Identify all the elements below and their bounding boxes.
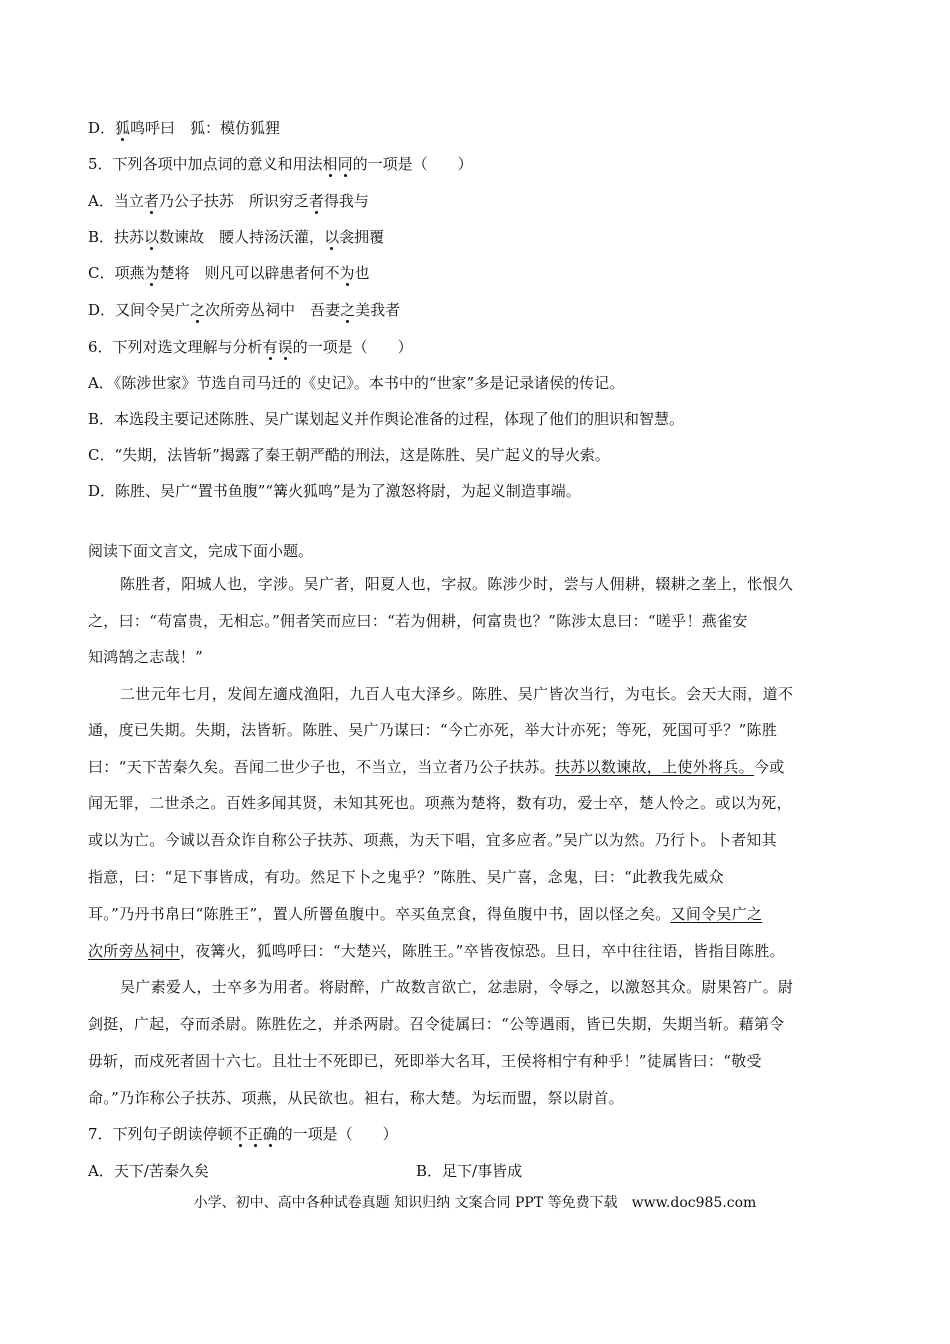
dotted-word: 者 xyxy=(308,192,324,210)
dotted-word: 以 xyxy=(144,228,160,246)
q6-option-c: C．“失期，法皆斩”揭露了秦王朝严酷的刑法，这是陈胜、吴广起义的导火索。 xyxy=(88,446,610,464)
option-text: 乃公子扶苏 所识穷乏 xyxy=(158,192,309,210)
stem-text: 的一项是（ ） xyxy=(352,155,473,173)
q5-option-a xyxy=(88,191,369,211)
passage-text: 耳。”乃丹书帛曰“陈胜王”，置人所罾鱼腹中。卒买鱼烹食，得鱼腹中书，固以怪之矣。 xyxy=(88,905,671,923)
dotted-word: 同 xyxy=(337,155,353,173)
page-footer: 小学、初中、高中各种试卷真题 知识归纳 文案合同 PPT 等免费下载 www.doc985.com xyxy=(193,1195,757,1211)
passage-line xyxy=(88,941,785,961)
dotted-word: 为 xyxy=(339,264,355,282)
passage-text: ，夜篝火，狐鸣呼曰：“大楚兴，陈胜王。”卒皆夜惊恐。旦日，卒中往往语，皆指目陈胜。 xyxy=(179,942,785,960)
passage-line: 通，度已失期。失期，法皆斩。陈胜、吴广乃谋曰：“今亡亦死，举大计亦死；等死，死国可乎？”陈胜 xyxy=(88,721,778,739)
stem-text: 7．下列句子朗读停顿 xyxy=(88,1125,233,1143)
dotted-word: 以 xyxy=(324,228,340,246)
q7-option-a: A．天下/苦秦久矣 xyxy=(88,1162,209,1180)
passage-line: 二世元年七月，发闾左適戍渔阳，九百人屯大泽乡。陈胜、吴广皆次当行，为屯长。会天大雨，道不 xyxy=(120,685,794,703)
q4-option-d xyxy=(88,118,280,138)
passage-line: 吴广素爱人，士卒多为用者。将尉醉，广故数言欲亡，忿恚尉，令辱之，以激怒其众。尉果笞广。尉 xyxy=(120,978,794,996)
passage-line xyxy=(88,757,785,777)
q5-stem xyxy=(88,154,473,174)
option-text: 数谏故 腰人持汤沃灌， xyxy=(159,228,325,246)
option-text: D．又间令吴广 xyxy=(88,301,191,319)
q7-option-b: B．足下/事皆成 xyxy=(416,1162,523,1180)
q6-option-d: D．陈胜、吴广“置书鱼腹”“篝火狐鸣”是为了激怒将尉，为起义制造事端。 xyxy=(88,482,581,500)
dotted-word: 确 xyxy=(262,1125,278,1143)
passage-line: 剑挺，广起，夺而杀尉。陈胜佐之，并杀两尉。召令徒属曰：“公等遇雨，皆已失期，失期当斩。藉第令 xyxy=(88,1015,785,1033)
q6-option-a: A．《陈涉世家》节选自司马迁的《史记》。本书中的“世家”多是记录诸侯的传记。 xyxy=(88,374,625,392)
stem-text: 的一项是（ ） xyxy=(292,338,413,356)
dotted-word: 为 xyxy=(144,264,160,282)
passage-line: 闻无罪，二世杀之。百姓多闻其贤，未知其死也。项燕为楚将，数有功，爱士卒，楚人怜之。或以为死， xyxy=(88,794,792,812)
option-text: 楚将 则凡可以辟患者何不 xyxy=(159,264,340,282)
dotted-word: 正 xyxy=(247,1125,263,1143)
stem-text: 6．下列对选文理解与分析 xyxy=(88,338,263,356)
option-text: 得我与 xyxy=(323,192,369,210)
dotted-word: 误 xyxy=(277,338,293,356)
passage-line: 陈胜者，阳城人也，字涉。吴广者，阳夏人也，字叔。陈涉少时，尝与人佣耕，辍耕之垄上，怅恨久 xyxy=(120,575,794,593)
dotted-word: 不 xyxy=(232,1125,248,1143)
q7-stem xyxy=(88,1124,398,1144)
option-text: 鸣呼曰 狐：模仿狐狸 xyxy=(130,119,281,137)
option-text: A．当立 xyxy=(88,192,144,210)
passage-text: 曰：“天下苦秦久矣。吾闻二世少子也，不当立，当立者乃公子扶苏。 xyxy=(88,758,555,776)
option-text: B．扶苏 xyxy=(88,228,145,246)
passage-line: 指意，曰：“足下事皆成，有功。然足下卜之鬼乎？”陈胜、吴广喜，念鬼，曰：“此教我先威众 xyxy=(88,868,724,886)
dotted-word: 相 xyxy=(322,155,338,173)
option-text: C．项燕 xyxy=(88,264,145,282)
passage-text: 今或 xyxy=(753,758,785,776)
dotted-word: 之 xyxy=(340,301,356,319)
stem-text: 的一项是（ ） xyxy=(277,1125,398,1143)
passage-line: 之，曰：“苟富贵，无相忘。”佣者笑而应曰：“若为佣耕，何富贵也？”陈涉太息曰：“嗟乎！燕雀安 xyxy=(88,612,748,630)
option-label: D． xyxy=(88,119,116,137)
underlined-sentence: 扶苏以数谏故，上使外将兵。 xyxy=(554,758,754,776)
stem-text: 5．下列各项中加点词的意义和用法 xyxy=(88,155,323,173)
reading-instruction: 阅读下面文言文，完成下面小题。 xyxy=(88,542,314,560)
q5-option-b xyxy=(88,227,384,247)
dotted-word: 之 xyxy=(190,301,206,319)
passage-line xyxy=(88,904,762,924)
dotted-word: 者 xyxy=(143,192,159,210)
passage-line: 命。”乃诈称公子扶苏、项燕，从民欲也。袒右，称大楚。为坛而盟，祭以尉首。 xyxy=(88,1089,624,1107)
q6-option-b: B．本选段主要记述陈胜、吴广谋划起义并作舆论准备的过程，体现了他们的胆识和智慧。 xyxy=(88,410,685,428)
option-text: 衾拥覆 xyxy=(339,228,385,246)
dotted-word: 有 xyxy=(262,338,278,356)
option-text: 美我者 xyxy=(355,301,401,319)
option-text: 次所旁丛祠中 吾妻 xyxy=(205,301,341,319)
dotted-word: 狐 xyxy=(115,119,131,137)
q6-stem xyxy=(88,337,413,357)
passage-line: 或以为亡。今诚以吾众诈自称公子扶苏、项燕，为天下唱，宜多应者。”吴广以为然。乃行卜。卜者知其 xyxy=(88,831,777,849)
passage-line: 知鸿鹄之志哉！” xyxy=(88,648,204,666)
passage-line: 毋斩，而戍死者固十六七。且壮士不死即已，死即举大名耳，王侯将相宁有种乎！”徒属皆曰：“敬受 xyxy=(88,1052,762,1070)
underlined-sentence: 又间令吴广之 xyxy=(670,905,763,923)
underlined-sentence: 次所旁丛祠中 xyxy=(88,942,180,960)
q5-option-c xyxy=(88,263,370,283)
option-text: 也 xyxy=(354,264,370,282)
q5-option-d xyxy=(88,300,400,320)
